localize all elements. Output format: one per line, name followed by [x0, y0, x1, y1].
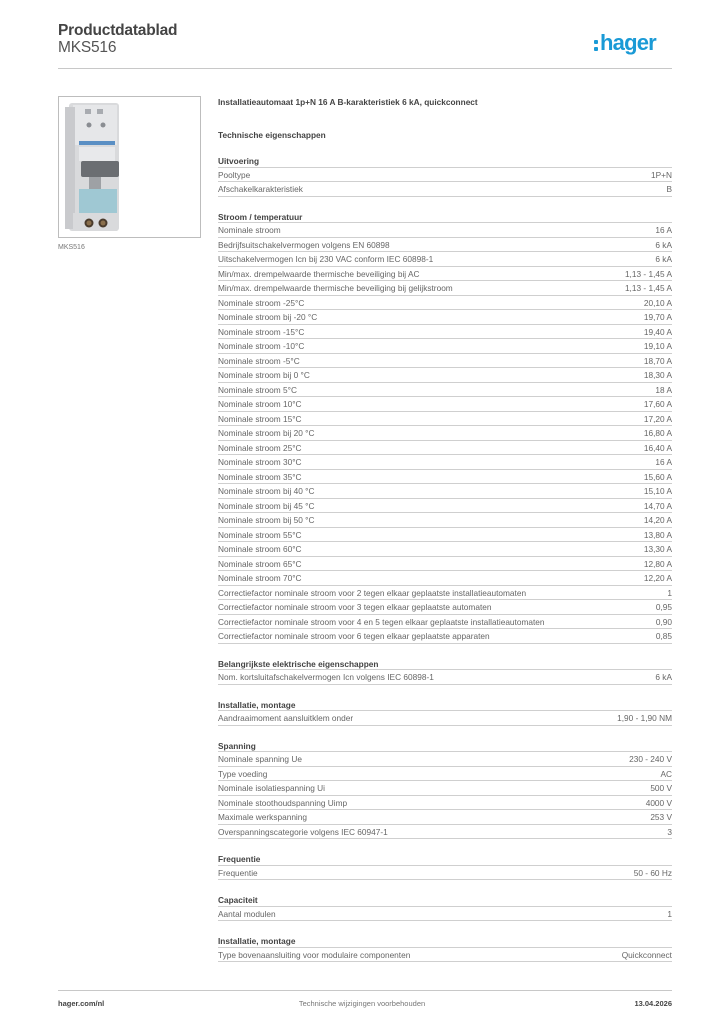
- spec-label: Nominale stroom 55°C: [218, 529, 302, 540]
- section-title: Frequentie: [218, 853, 672, 866]
- logo-colon-icon: [594, 40, 598, 51]
- spec-value: Quickconnect: [621, 949, 672, 960]
- spec-label: Overspanningscategorie volgens IEC 60947-1: [218, 826, 388, 837]
- spec-row: [218, 325, 672, 340]
- spec-section: [218, 740, 672, 840]
- product-description: Installatieautomaat 1p+N 16 A B-karakteristiek 6 kA, quickconnect: [218, 97, 478, 107]
- section-title: Installatie, montage: [218, 699, 672, 712]
- spec-row: [218, 368, 672, 383]
- spec-label: Uitschakelvermogen Icn bij 230 VAC conform IEC 60898-1: [218, 254, 434, 264]
- spec-row: [218, 796, 672, 811]
- spec-value: 13,80 A: [643, 529, 672, 540]
- spec-value: 17,60 A: [643, 399, 672, 409]
- spec-value: 15,10 A: [643, 486, 672, 496]
- spec-row: [218, 542, 672, 557]
- spec-label: Nominale stroom 10°C: [218, 399, 302, 409]
- spec-value: 1,13 - 1,45 A: [624, 268, 672, 279]
- spec-value: 19,40 A: [643, 326, 672, 337]
- spec-label: Nominale stroom -15°C: [218, 326, 305, 337]
- spec-value: 12,20 A: [643, 573, 672, 583]
- spec-row: [218, 586, 672, 601]
- spec-label: Nominale stroom bij 40 °C: [218, 486, 315, 496]
- spec-section: [218, 155, 672, 197]
- spec-value: 50 - 60 Hz: [633, 867, 672, 878]
- spec-value: 18,30 A: [643, 370, 672, 380]
- spec-label: Nominale stroom bij 0 °C: [218, 370, 310, 380]
- spec-row: [218, 383, 672, 398]
- section-title: Installatie, montage: [218, 935, 672, 948]
- spec-section: [218, 211, 672, 644]
- spec-value: 1,90 - 1,90 NM: [617, 713, 672, 723]
- spec-value: 1P+N: [651, 169, 672, 180]
- spec-row: [218, 238, 672, 253]
- spec-value: 500 V: [650, 783, 672, 793]
- section-title: Belangrijkste elektrische eigenschappen: [218, 658, 672, 671]
- spec-row: [218, 470, 672, 485]
- spec-row: [218, 670, 672, 685]
- spec-label: Nominale spanning Ue: [218, 754, 302, 764]
- spec-label: Nominale stroom -25°C: [218, 297, 305, 308]
- spec-row: [218, 484, 672, 499]
- spec-row: [218, 810, 672, 825]
- spec-row: [218, 571, 672, 586]
- spec-label: Nominale stroom 70°C: [218, 573, 302, 583]
- spec-label: Nom. kortsluitafschakelvermogen Icn volgens IEC 60898-1: [218, 672, 434, 682]
- header-divider: [58, 68, 672, 69]
- page-title: Productdatablad: [58, 22, 178, 39]
- spec-value: 16,40 A: [643, 442, 672, 453]
- spec-label: Nominale stroom -5°C: [218, 355, 300, 366]
- spec-row: [218, 557, 672, 572]
- spec-value: 4000 V: [645, 797, 672, 808]
- section-title: Uitvoering: [218, 155, 672, 168]
- spec-row: [218, 528, 672, 543]
- spec-row: [218, 948, 672, 963]
- spec-row: [218, 296, 672, 311]
- spec-row: [218, 907, 672, 922]
- spec-label: Nominale stroom -10°C: [218, 341, 305, 351]
- spec-section: [218, 853, 672, 880]
- spec-row: [218, 397, 672, 412]
- spec-row: [218, 499, 672, 514]
- spec-value: 14,70 A: [643, 500, 672, 511]
- spec-row: [218, 752, 672, 767]
- spec-label: Aantal modulen: [218, 908, 276, 919]
- product-code: MKS516: [58, 39, 117, 56]
- spec-label: Nominale stroom bij -20 °C: [218, 312, 318, 322]
- spec-value: 17,20 A: [643, 413, 672, 424]
- spec-value: 13,30 A: [643, 544, 672, 554]
- spec-value: AC: [660, 768, 672, 779]
- section-title: Spanning: [218, 740, 672, 753]
- spec-row: [218, 615, 672, 630]
- spec-value: 3: [667, 826, 672, 837]
- spec-label: Correctiefactor nominale stroom voor 2 tegen elkaar geplaatste installatieautomaten: [218, 587, 527, 598]
- spec-label: Nominale isolatiespanning Ui: [218, 783, 325, 793]
- spec-value: B: [666, 184, 672, 194]
- spec-label: Nominale stroom 25°C: [218, 442, 302, 453]
- spec-label: Correctiefactor nominale stroom voor 3 tegen elkaar geplaatste automaten: [218, 602, 492, 612]
- footer-divider: [58, 990, 672, 991]
- spec-label: Nominale stroom 35°C: [218, 471, 302, 482]
- spec-value: 15,60 A: [643, 471, 672, 482]
- spec-label: Maximale werkspanning: [218, 812, 308, 822]
- spec-label: Frequentie: [218, 867, 258, 878]
- spec-label: Correctiefactor nominale stroom voor 4 en 5 tegen elkaar geplaatste installatieautomaten: [218, 616, 545, 627]
- spec-label: Correctiefactor nominale stroom voor 6 tegen elkaar geplaatste apparaten: [218, 631, 490, 641]
- spec-value: 19,70 A: [643, 312, 672, 322]
- spec-label: Aandraaimoment aansluitklem onder: [218, 713, 354, 723]
- spec-value: 0,90: [655, 616, 672, 627]
- spec-label: Min/max. drempelwaarde thermische beveiliging bij AC: [218, 268, 420, 279]
- product-image: [58, 96, 201, 238]
- spec-row: [218, 182, 672, 197]
- spec-value: 16,80 A: [643, 428, 672, 438]
- spec-label: Min/max. drempelwaarde thermische beveiliging bij gelijkstroom: [218, 283, 453, 293]
- spec-section: [218, 935, 672, 962]
- spec-section: [218, 894, 672, 921]
- spec-value: 0,95: [655, 602, 672, 612]
- spec-label: Nominale stroom: [218, 225, 281, 235]
- spec-label: Nominale stroom 65°C: [218, 558, 302, 569]
- spec-row: [218, 600, 672, 615]
- spec-label: Pooltype: [218, 169, 251, 180]
- spec-value: 1: [667, 587, 672, 598]
- spec-label: Type voeding: [218, 768, 268, 779]
- spec-label: Afschakelkarakteristiek: [218, 184, 303, 194]
- spec-row: [218, 426, 672, 441]
- spec-row: [218, 339, 672, 354]
- spec-row: [218, 767, 672, 782]
- spec-section: [218, 699, 672, 726]
- datasheet-content: [218, 96, 672, 962]
- spec-section: [218, 658, 672, 685]
- spec-value: 1,13 - 1,45 A: [624, 283, 672, 293]
- spec-label: Bedrijfsuitschakelvermogen volgens EN 60898: [218, 239, 390, 250]
- spec-row: [218, 455, 672, 470]
- spec-row: [218, 866, 672, 881]
- spec-label: Type bovenaansluiting voor modulaire componenten: [218, 949, 411, 960]
- footer-website-link[interactable]: hager.com/nl: [58, 999, 105, 1008]
- section-title: Capaciteit: [218, 894, 672, 907]
- spec-value: 12,80 A: [643, 558, 672, 569]
- spec-value: 18,70 A: [643, 355, 672, 366]
- spec-label: Nominale stroom bij 20 °C: [218, 428, 315, 438]
- spec-row: [218, 168, 672, 183]
- spec-label: Nominale stroom bij 45 °C: [218, 500, 315, 511]
- spec-sections: [218, 155, 672, 962]
- spec-value: 6 kA: [655, 254, 672, 264]
- spec-row: [218, 629, 672, 644]
- spec-value: 230 - 240 V: [629, 754, 672, 764]
- section-title: Stroom / temperatuur: [218, 211, 672, 224]
- spec-value: 19,10 A: [643, 341, 672, 351]
- footer-disclaimer: Technische wijzigingen voorbehouden: [298, 999, 426, 1008]
- spec-row: [218, 267, 672, 282]
- spec-label: Nominale stroom 15°C: [218, 413, 302, 424]
- spec-value: 16 A: [655, 225, 672, 235]
- spec-value: 16 A: [655, 457, 672, 467]
- spec-value: 1: [667, 908, 672, 919]
- spec-label: Nominale stroom 5°C: [218, 384, 297, 395]
- spec-value: 253 V: [650, 812, 672, 822]
- spec-value: 20,10 A: [643, 297, 672, 308]
- spec-row: [218, 310, 672, 325]
- technical-properties-heading: Technische eigenschappen: [218, 130, 326, 140]
- logo-text: hager: [600, 30, 656, 55]
- image-caption: MKS516: [58, 244, 85, 251]
- spec-row: [218, 441, 672, 456]
- spec-row: [218, 354, 672, 369]
- circuit-breaker-image-icon: [59, 97, 200, 237]
- spec-row: [218, 252, 672, 267]
- spec-row: [218, 711, 672, 726]
- spec-row: [218, 412, 672, 427]
- spec-label: Nominale stoothoudspanning Uimp: [218, 797, 348, 808]
- spec-row: [218, 223, 672, 238]
- spec-label: Nominale stroom 30°C: [218, 457, 302, 467]
- footer-date: 13.04.2026: [634, 999, 672, 1008]
- spec-value: 14,20 A: [643, 515, 672, 525]
- hager-logo: [594, 30, 656, 56]
- spec-row: [218, 781, 672, 796]
- spec-row: [218, 281, 672, 296]
- spec-value: 6 kA: [655, 239, 672, 250]
- spec-label: Nominale stroom 60°C: [218, 544, 302, 554]
- spec-value: 0,85: [655, 631, 672, 641]
- spec-row: [218, 825, 672, 840]
- spec-value: 18 A: [655, 384, 672, 395]
- spec-row: [218, 513, 672, 528]
- spec-value: 6 kA: [655, 672, 672, 682]
- spec-label: Nominale stroom bij 50 °C: [218, 515, 315, 525]
